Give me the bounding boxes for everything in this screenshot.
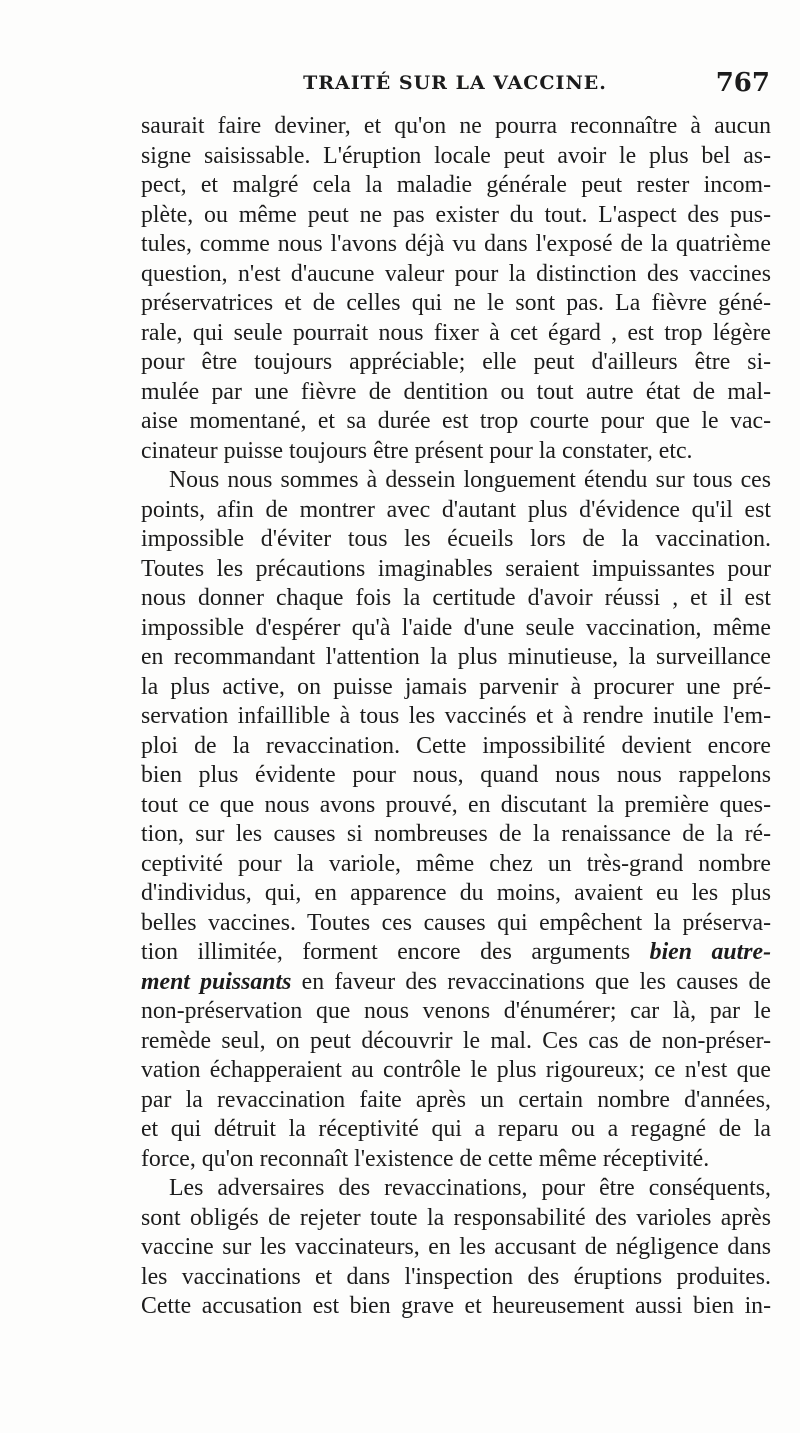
text-line: Cette accusation est bien grave et heureusement aussi bien in- [141, 1293, 771, 1319]
text-line: points, afin de montrer avec d'autant plus d'évidence qu'il est [141, 496, 771, 523]
body-text [141, 112, 771, 1382]
text-line: belles vaccines. Toutes ces causes qui empêchent la préserva- [141, 909, 771, 936]
text-line: préservatrices et de celles qui ne le sont pas. La fièvre géné- [141, 290, 771, 316]
text-line: pour être toujours appréciable; elle peut d'ailleurs être si- [141, 349, 771, 375]
text-line: d'individus, qui, en apparence du moins, avaient eu les plus [141, 880, 771, 906]
text-line: tules, comme nous l'avons déjà vu dans l'exposé de la quatrième [141, 231, 771, 257]
text-line: Toutes les précautions imaginables seraient impuissantes pour [141, 555, 771, 582]
emphasized-text: ment puissants [141, 968, 292, 995]
text-line: plète, ou même peut ne pas exister du tout. L'aspect des pus- [141, 201, 771, 228]
text-line: ceptivité pour la variole, même chez un très-grand nombre [141, 850, 771, 877]
text-line: et qui détruit la réceptivité qui a reparu ou a regagné de la [141, 1116, 771, 1142]
text-line: tout ce que nous avons prouvé, en discutant la première ques- [141, 791, 771, 818]
paragraph-start-line: Les adversaires des revaccinations, pour être conséquents, [169, 1175, 771, 1201]
text-line: la plus active, on puisse jamais parvenir à procurer une pré- [141, 673, 771, 700]
paragraph-start-line: Nous nous sommes à dessein longuement étendu sur tous ces [169, 467, 771, 493]
text-line: les vaccinations et dans l'inspection des éruptions produites. [141, 1263, 771, 1290]
text-line: remède seul, on peut découvrir le mal. Ces cas de non-préser- [141, 1027, 771, 1054]
text-line-with-emphasis [141, 968, 771, 998]
running-header [140, 68, 770, 102]
text-line: ploi de la revaccination. Cette impossibilité devient encore [141, 732, 771, 759]
running-title: TRAITÉ SUR LA VACCINE. [303, 72, 607, 94]
text-line: impossible d'éviter tous les écueils lors de la vaccination. [141, 526, 771, 552]
text-line: saurait faire deviner, et qu'on ne pourra reconnaître à aucun [141, 113, 771, 139]
text-line: servation infaillible à tous les vaccinés et à rendre inutile l'em- [141, 703, 771, 729]
text-line: cinateur puisse toujours être présent pour la constater, etc. [141, 437, 693, 464]
text-line: pect, et malgré cela la maladie générale peut rester incom- [141, 172, 771, 198]
text-line: mulée par une fièvre de dentition ou tout autre état de mal- [141, 378, 771, 405]
text-line: vation échapperaient au contrôle le plus rigoureux; ce n'est que [141, 1057, 771, 1083]
emphasized-text: bien autre- [649, 939, 772, 965]
line-text: tion illimitée, forment encore des arguments [141, 939, 631, 965]
text-line: vaccine sur les vaccinateurs, en les accusant de négligence dans [141, 1234, 771, 1260]
text-line: bien plus évidente pour nous, quand nous nous rappelons [141, 762, 771, 788]
text-line: rale, qui seule pourrait nous fixer à cet égard , est trop légère [141, 319, 771, 346]
text-line: en recommandant l'attention la plus minutieuse, la surveillance [141, 644, 771, 670]
text-line: nous donner chaque fois la certitude d'avoir réussi , et il est [141, 585, 771, 611]
text-line-with-emphasis [141, 938, 771, 968]
text-line: non-préservation que nous venons d'énumérer; car là, par le [141, 998, 771, 1024]
text-line: question, n'est d'aucune valeur pour la distinction des vaccines [141, 260, 771, 287]
text-line: par la revaccination faite après un certain nombre d'années, [141, 1086, 771, 1113]
text-line: sont obligés de rejeter toute la responsabilité des varioles après [141, 1204, 771, 1231]
text-line: signe saisissable. L'éruption locale peut avoir le plus bel as- [141, 142, 771, 169]
line-text: en faveur des revaccinations que les causes de [301, 968, 771, 995]
text-line: tion, sur les causes si nombreuses de la renaissance de la ré- [141, 821, 771, 847]
page-number: 767 [715, 68, 770, 98]
text-line: impossible d'espérer qu'à l'aide d'une seule vaccination, même [141, 614, 771, 641]
text-line: force, qu'on reconnaît l'existence de cette même réceptivité. [141, 1145, 710, 1172]
text-line: aise momentané, et sa durée est trop courte pour que le vac- [141, 408, 771, 434]
